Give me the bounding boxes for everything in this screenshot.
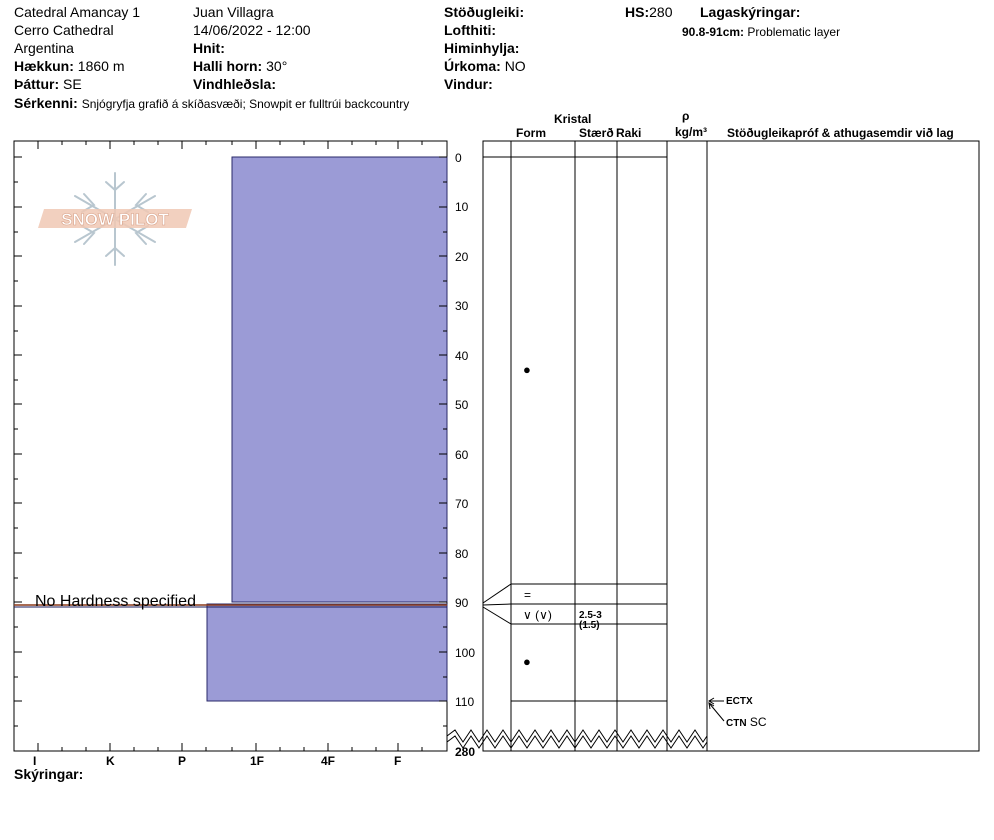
- depth-label: 0: [455, 151, 462, 165]
- coords-label: Hnit:: [193, 40, 225, 56]
- depth-label: 40: [455, 349, 469, 363]
- slope-label: Halli horn:: [193, 58, 263, 74]
- layer-bar-lower: [207, 604, 447, 701]
- density-unit-header: kg/m³: [675, 125, 708, 139]
- layer-table-columns: [511, 141, 707, 751]
- hardness-label: I: [33, 754, 37, 768]
- elevation-label: Hækkun:: [14, 58, 74, 74]
- rho-header: ρ: [682, 109, 690, 123]
- aspect-label: Þáttur:: [14, 76, 60, 92]
- moisture-header: Raki: [616, 126, 642, 140]
- location-name: Catedral Amancay 1: [14, 4, 141, 20]
- aspect-value: SE: [63, 76, 82, 92]
- hs-label: HS:: [625, 4, 650, 20]
- area-name: Cerro Cathedral: [14, 22, 114, 38]
- wind-label: Vindur:: [444, 76, 493, 92]
- layer-note-range: 90.8-91cm:: [682, 25, 745, 39]
- grain-size: 2.5-3: [579, 610, 602, 621]
- depth-label: 90: [455, 596, 469, 610]
- features-value: Snjógryfja grafið á skíðasvæði; Snowpit er fulltrúi backcountry: [81, 97, 410, 111]
- form-header: Form: [516, 126, 546, 140]
- snow-pilot-logo: [38, 173, 192, 265]
- crystal-header: Kristal: [554, 112, 592, 126]
- precip-label: Úrkoma:: [444, 58, 501, 74]
- observer-name: Juan Villagra: [193, 4, 274, 20]
- layer-note-text: Problematic layer: [747, 25, 841, 39]
- hardness-label: K: [106, 754, 115, 768]
- logo-text: SNOW PILOT: [61, 210, 169, 229]
- notes-label: Skýringar:: [14, 766, 84, 782]
- layer-table-frame: [483, 141, 979, 751]
- depth-label: 100: [455, 646, 476, 660]
- hardness-label: 4F: [321, 754, 336, 768]
- test-code: CTN: [726, 718, 747, 729]
- air-temp-label: Lofthiti:: [444, 22, 497, 38]
- slope-value: 30°: [266, 58, 288, 74]
- depth-label: 20: [455, 250, 469, 264]
- break-zigzag-top: [447, 730, 707, 742]
- hs-value: 280: [649, 4, 673, 20]
- no-hardness-label: No Hardness specified: [35, 593, 196, 610]
- grain-form-symbol: =: [524, 588, 532, 602]
- depth-label: 110: [455, 695, 475, 709]
- grain-size-secondary: (1.5): [579, 620, 600, 631]
- country-name: Argentina: [14, 40, 74, 56]
- test-result: ECTX: [726, 696, 753, 707]
- sky-label: Himinhylja:: [444, 40, 520, 56]
- depth-label-total: 280: [455, 745, 476, 759]
- size-header: Stærð: [579, 126, 614, 140]
- grain-form-symbol: ●: [523, 654, 531, 669]
- grain-form-symbol: ∨ (∨): [523, 608, 552, 622]
- observation-datetime: 14/06/2022 - 12:00: [193, 22, 311, 38]
- depth-label: 70: [455, 497, 469, 511]
- stability-label: Stöðugleiki:: [444, 4, 525, 20]
- precip-value: NO: [504, 58, 526, 74]
- hardness-label: F: [394, 754, 402, 768]
- grain-form-symbol: ●: [523, 362, 531, 377]
- depth-label: 50: [455, 398, 469, 412]
- hardness-label: P: [178, 754, 187, 768]
- tests-header: Stöðugleikapróf & athugasemdir við lag: [727, 126, 954, 140]
- test-arrows: [709, 698, 724, 721]
- hardness-label: 1F: [250, 754, 265, 768]
- depth-label: 30: [455, 299, 469, 313]
- layer-bar-upper: [232, 157, 447, 602]
- features-label: Sérkenni:: [14, 95, 78, 111]
- elevation-value: 1860 m: [77, 58, 125, 74]
- depth-label: 10: [455, 200, 469, 214]
- depth-label: 80: [455, 547, 469, 561]
- test-note: SC: [749, 715, 767, 729]
- depth-label: 60: [455, 448, 469, 462]
- wind-loading-label: Vindhleðsla:: [193, 76, 276, 92]
- layer-notes-label: Lagaskýringar:: [700, 4, 801, 20]
- test-result: [726, 714, 767, 730]
